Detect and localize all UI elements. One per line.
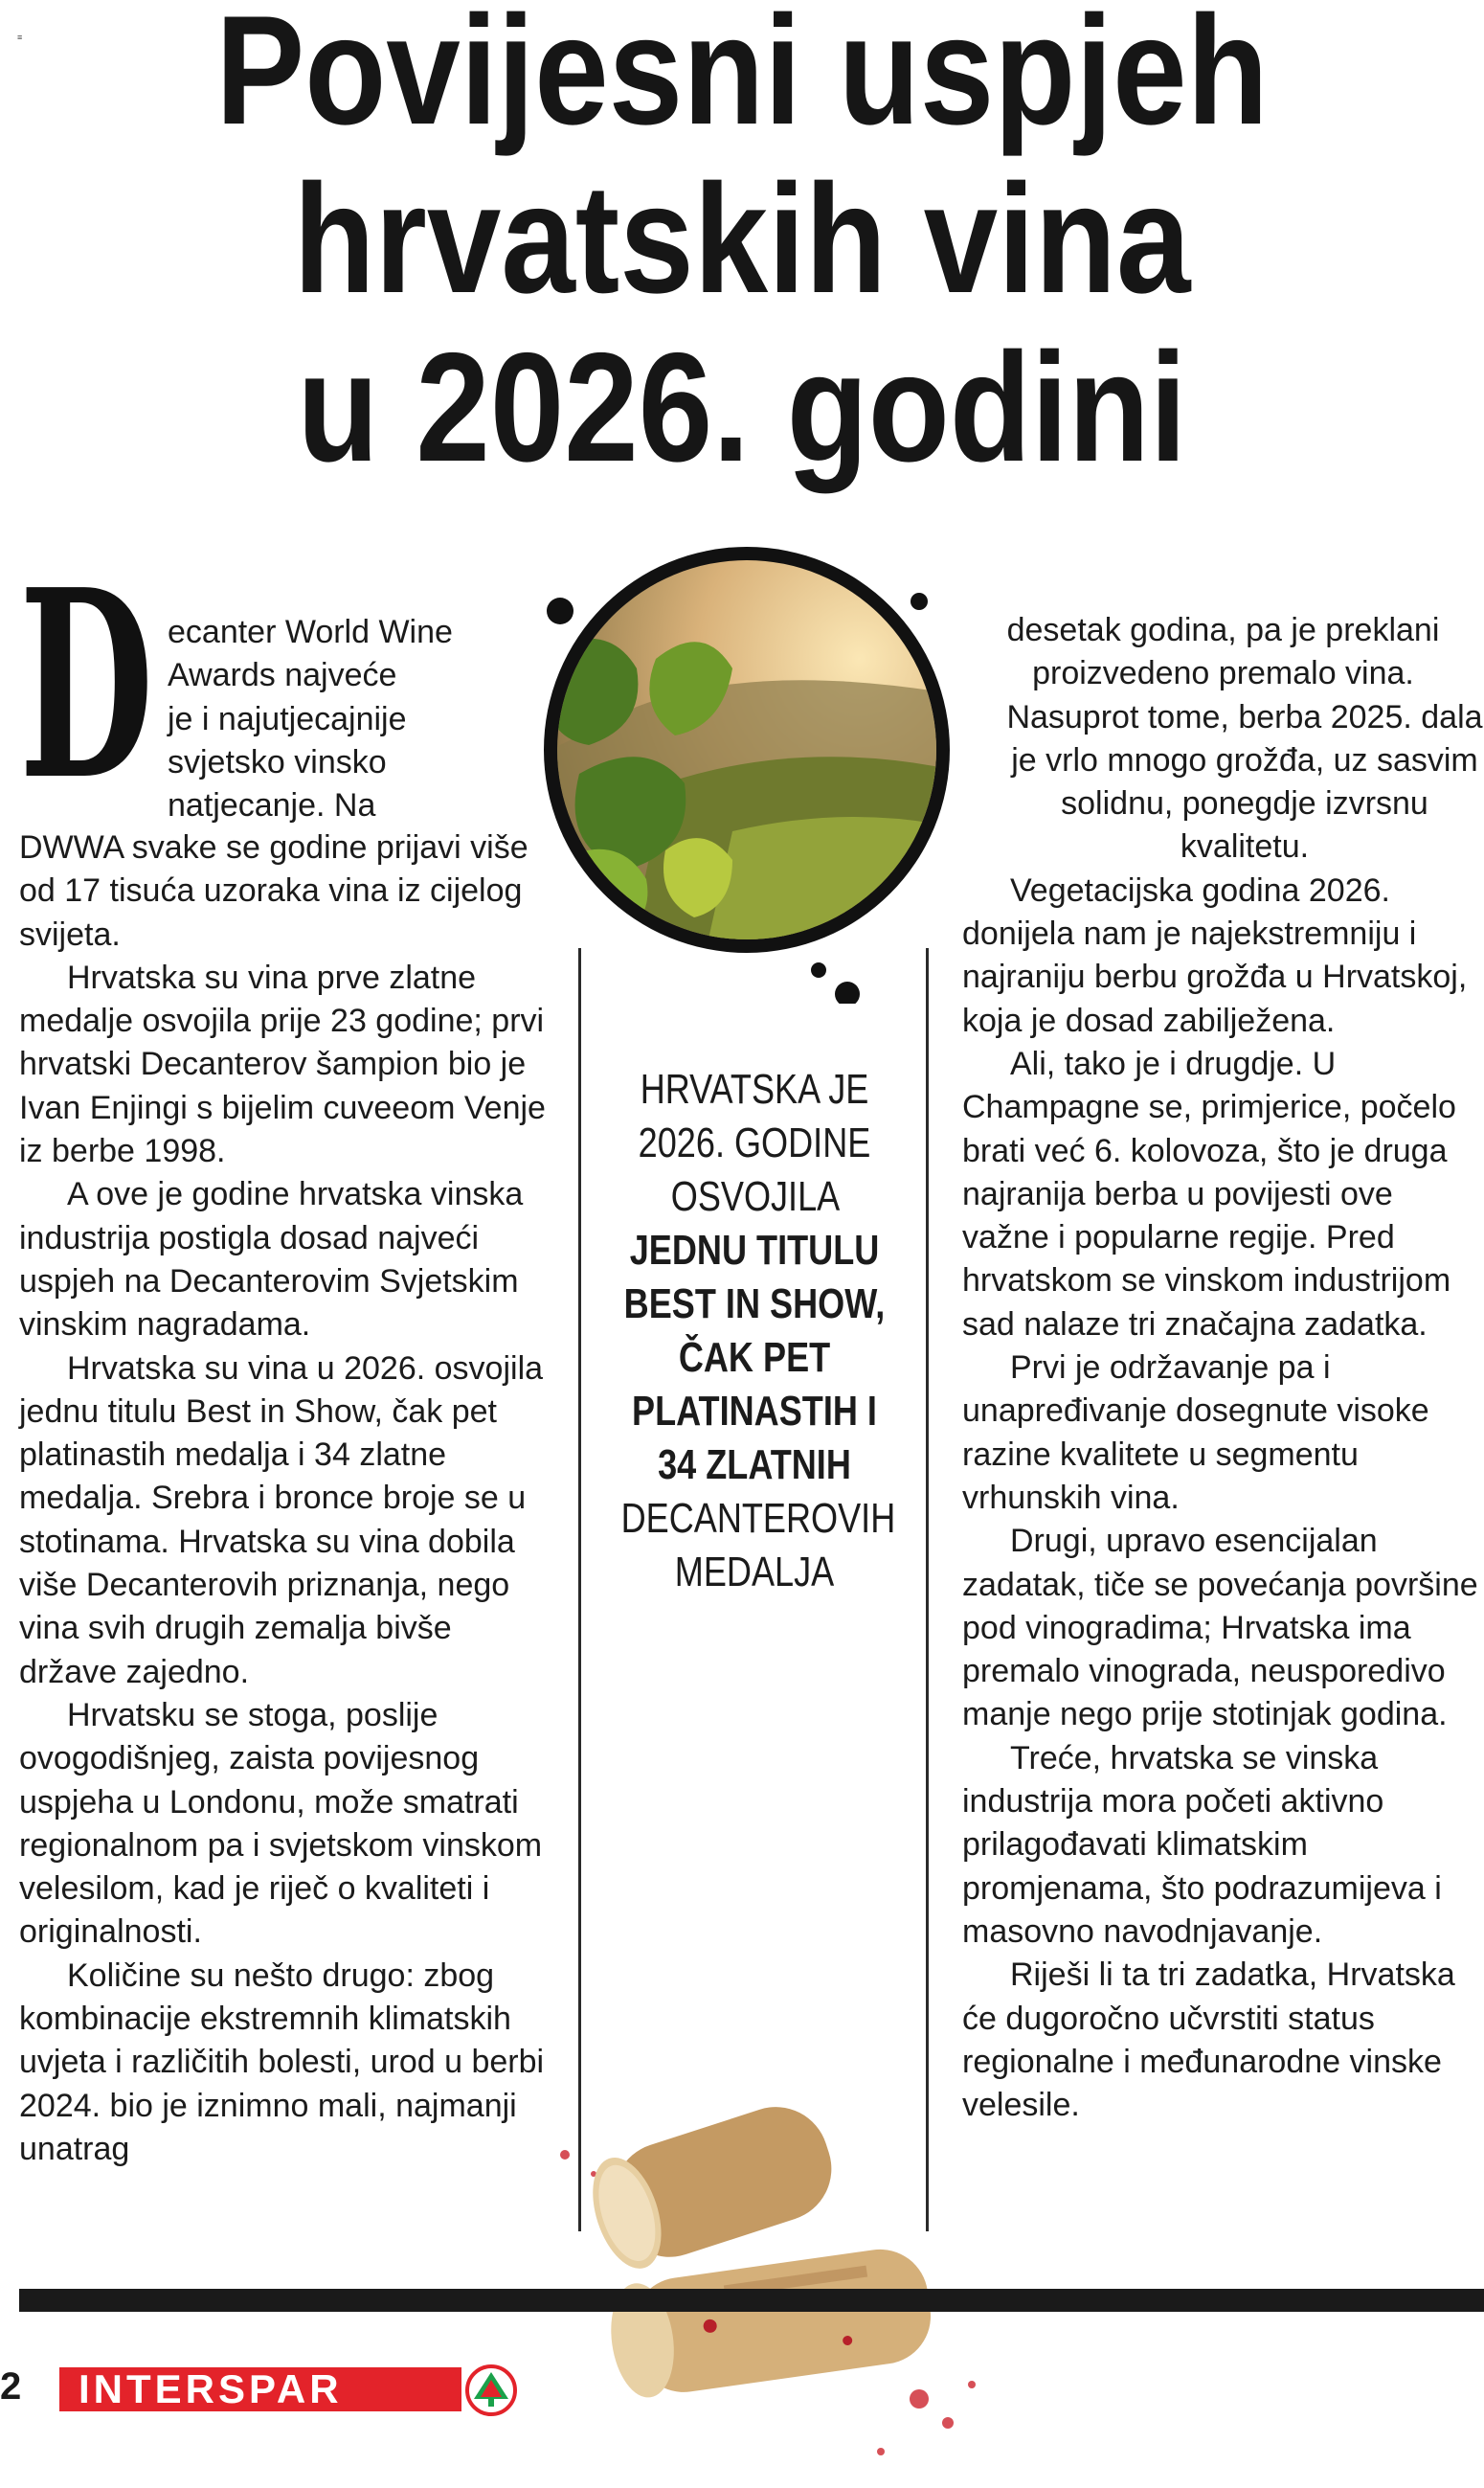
column-rule-right [926, 948, 929, 2231]
paragraph: Vegetacijska godina 2026. donijela nam je najekstremniju i najraniju berbu grožđa u Hrvatskoj, koja je dosad zabilježena. [962, 871, 1468, 1039]
paragraph: Nasuprot tome, berba 2025. dala je vrlo mnogo grožđa, uz sasvim solidnu, ponegdje izvrsnu kvalitetu. [1006, 698, 1483, 866]
paragraph: Drugi, upravo esencijalan zadatak, tiče se povećanja površine pod vinogradima; Hrvatska ima premalo vinograda, neusporedivo manje nego prije stotinjak godina. [962, 1523, 1478, 1733]
pull-quote-bold: JEDNU TITULU BEST IN SHOW, ČAK PET PLATINASTIH I 34 ZLATNIH [623, 1227, 886, 1488]
right-column [962, 609, 1484, 2127]
pull-quote [620, 1063, 896, 1599]
headline [104, 0, 1381, 492]
paragraph: desetak godina, pa je preklani proizvedeno premalo vina. [1006, 612, 1440, 692]
headline-line-1: Povijesni uspjeh [215, 0, 1269, 157]
paragraph: Hrvatska su vina prve zlatne medalje osvojila prije 23 godine; prvi hrvatski Decanterov šampion bio je Ivan Enjingi s bijelim cuveeom Venje iz berbe 1998. [19, 959, 546, 1170]
left-column [19, 611, 551, 2171]
spar-tree-icon [465, 2364, 517, 2416]
headline-line-3: u 2026. godini [297, 321, 1187, 494]
ink-drop [835, 982, 860, 1004]
wine-cork-image [536, 2069, 1034, 2488]
paragraph: Hrvatska su vina u 2026. osvojila jednu titulu Best in Show, čak pet platinastih medalja i 34 zlatne medalja. Srebra i bronce broje se u stotinama. Hrvatska su vina dobila više Decanterovih priznanja, nego vina svih drugih zemalja bivše države zajedno. [19, 1349, 544, 1690]
paragraph: Treće, hrvatska se vinska industrija mora početi aktivno prilagođavati klimatskim promjenama, što podrazumijeva i masovno navodnjavanje. [962, 1739, 1442, 1950]
paragraph: Ali, tako je i drugdje. U Champagne se, primjerice, počelo brati već 6. kolovoza, što je druga najranija berba u povijesti ove važne i popularne regije. Pred hrvatskom se vinskom industrijom sad nalaze tri značajna zadatka. [962, 1045, 1456, 1343]
intro-line: je i najutjecajnije [168, 700, 407, 737]
intro-line: ecanter World Wine [168, 614, 453, 650]
intro-line: Awards najveće [168, 657, 397, 694]
paragraph: Hrvatsku se stoga, poslije ovogodišnjeg, zaista povijesnog uspjeha u Londonu, može smatrati regionalnom pa i svjetskom vinskom velesilom, kad je riječ o kvaliteti i originalnosti. [19, 1696, 543, 1951]
intro-line: natjecanje. Na [168, 787, 376, 825]
dropcap-letter: D [19, 532, 154, 837]
interspar-logo [59, 2367, 517, 2417]
paragraph: Riješi li ta tri zadatka, Hrvatska će dugoročno učvrstiti status regionalne i međunarodne vinske velesile. [962, 1956, 1455, 2124]
vineyard-photo [522, 544, 972, 1004]
pull-quote-lead: HRVATSKA JE 2026. GODINE OSVOJILA [638, 1066, 871, 1220]
paragraph: A ove je godine hrvatska vinska industrija postigla dosad najveći uspjeh na Decanterovim Svjetskim vinskim nagradama. [19, 1176, 524, 1344]
logo-text: INTERSPAR [79, 2366, 343, 2411]
paragraph: Količine su nešto drugo: zbog kombinacije ekstremnih klimatskih uvjeta i različitih bolesti, urod u berbi 2024. bio je iznimno mali, najmanji unatrag [19, 1956, 545, 2167]
headline-line-2: hrvatskih vina [293, 152, 1191, 326]
corner-mark: ≡ [17, 33, 23, 42]
intro-line: svjetsko vinsko [168, 743, 387, 780]
paragraph: DWWA svake se godine prijavi više od 17 tisuća uzoraka vina iz cijelog svijeta. [19, 829, 528, 953]
paragraph: Prvi je održavanje pa i unapređivanje dosegnute visoke razine kvalitete u segmentu vrhunskih vina. [962, 1349, 1429, 1516]
page-number: 2 [0, 2365, 22, 2408]
column-rule-left [578, 948, 581, 2231]
pull-quote-tail: DECANTEROVIH MEDALJA [620, 1495, 896, 1595]
ink-drop [547, 598, 573, 624]
footer-rule [19, 2289, 1484, 2312]
